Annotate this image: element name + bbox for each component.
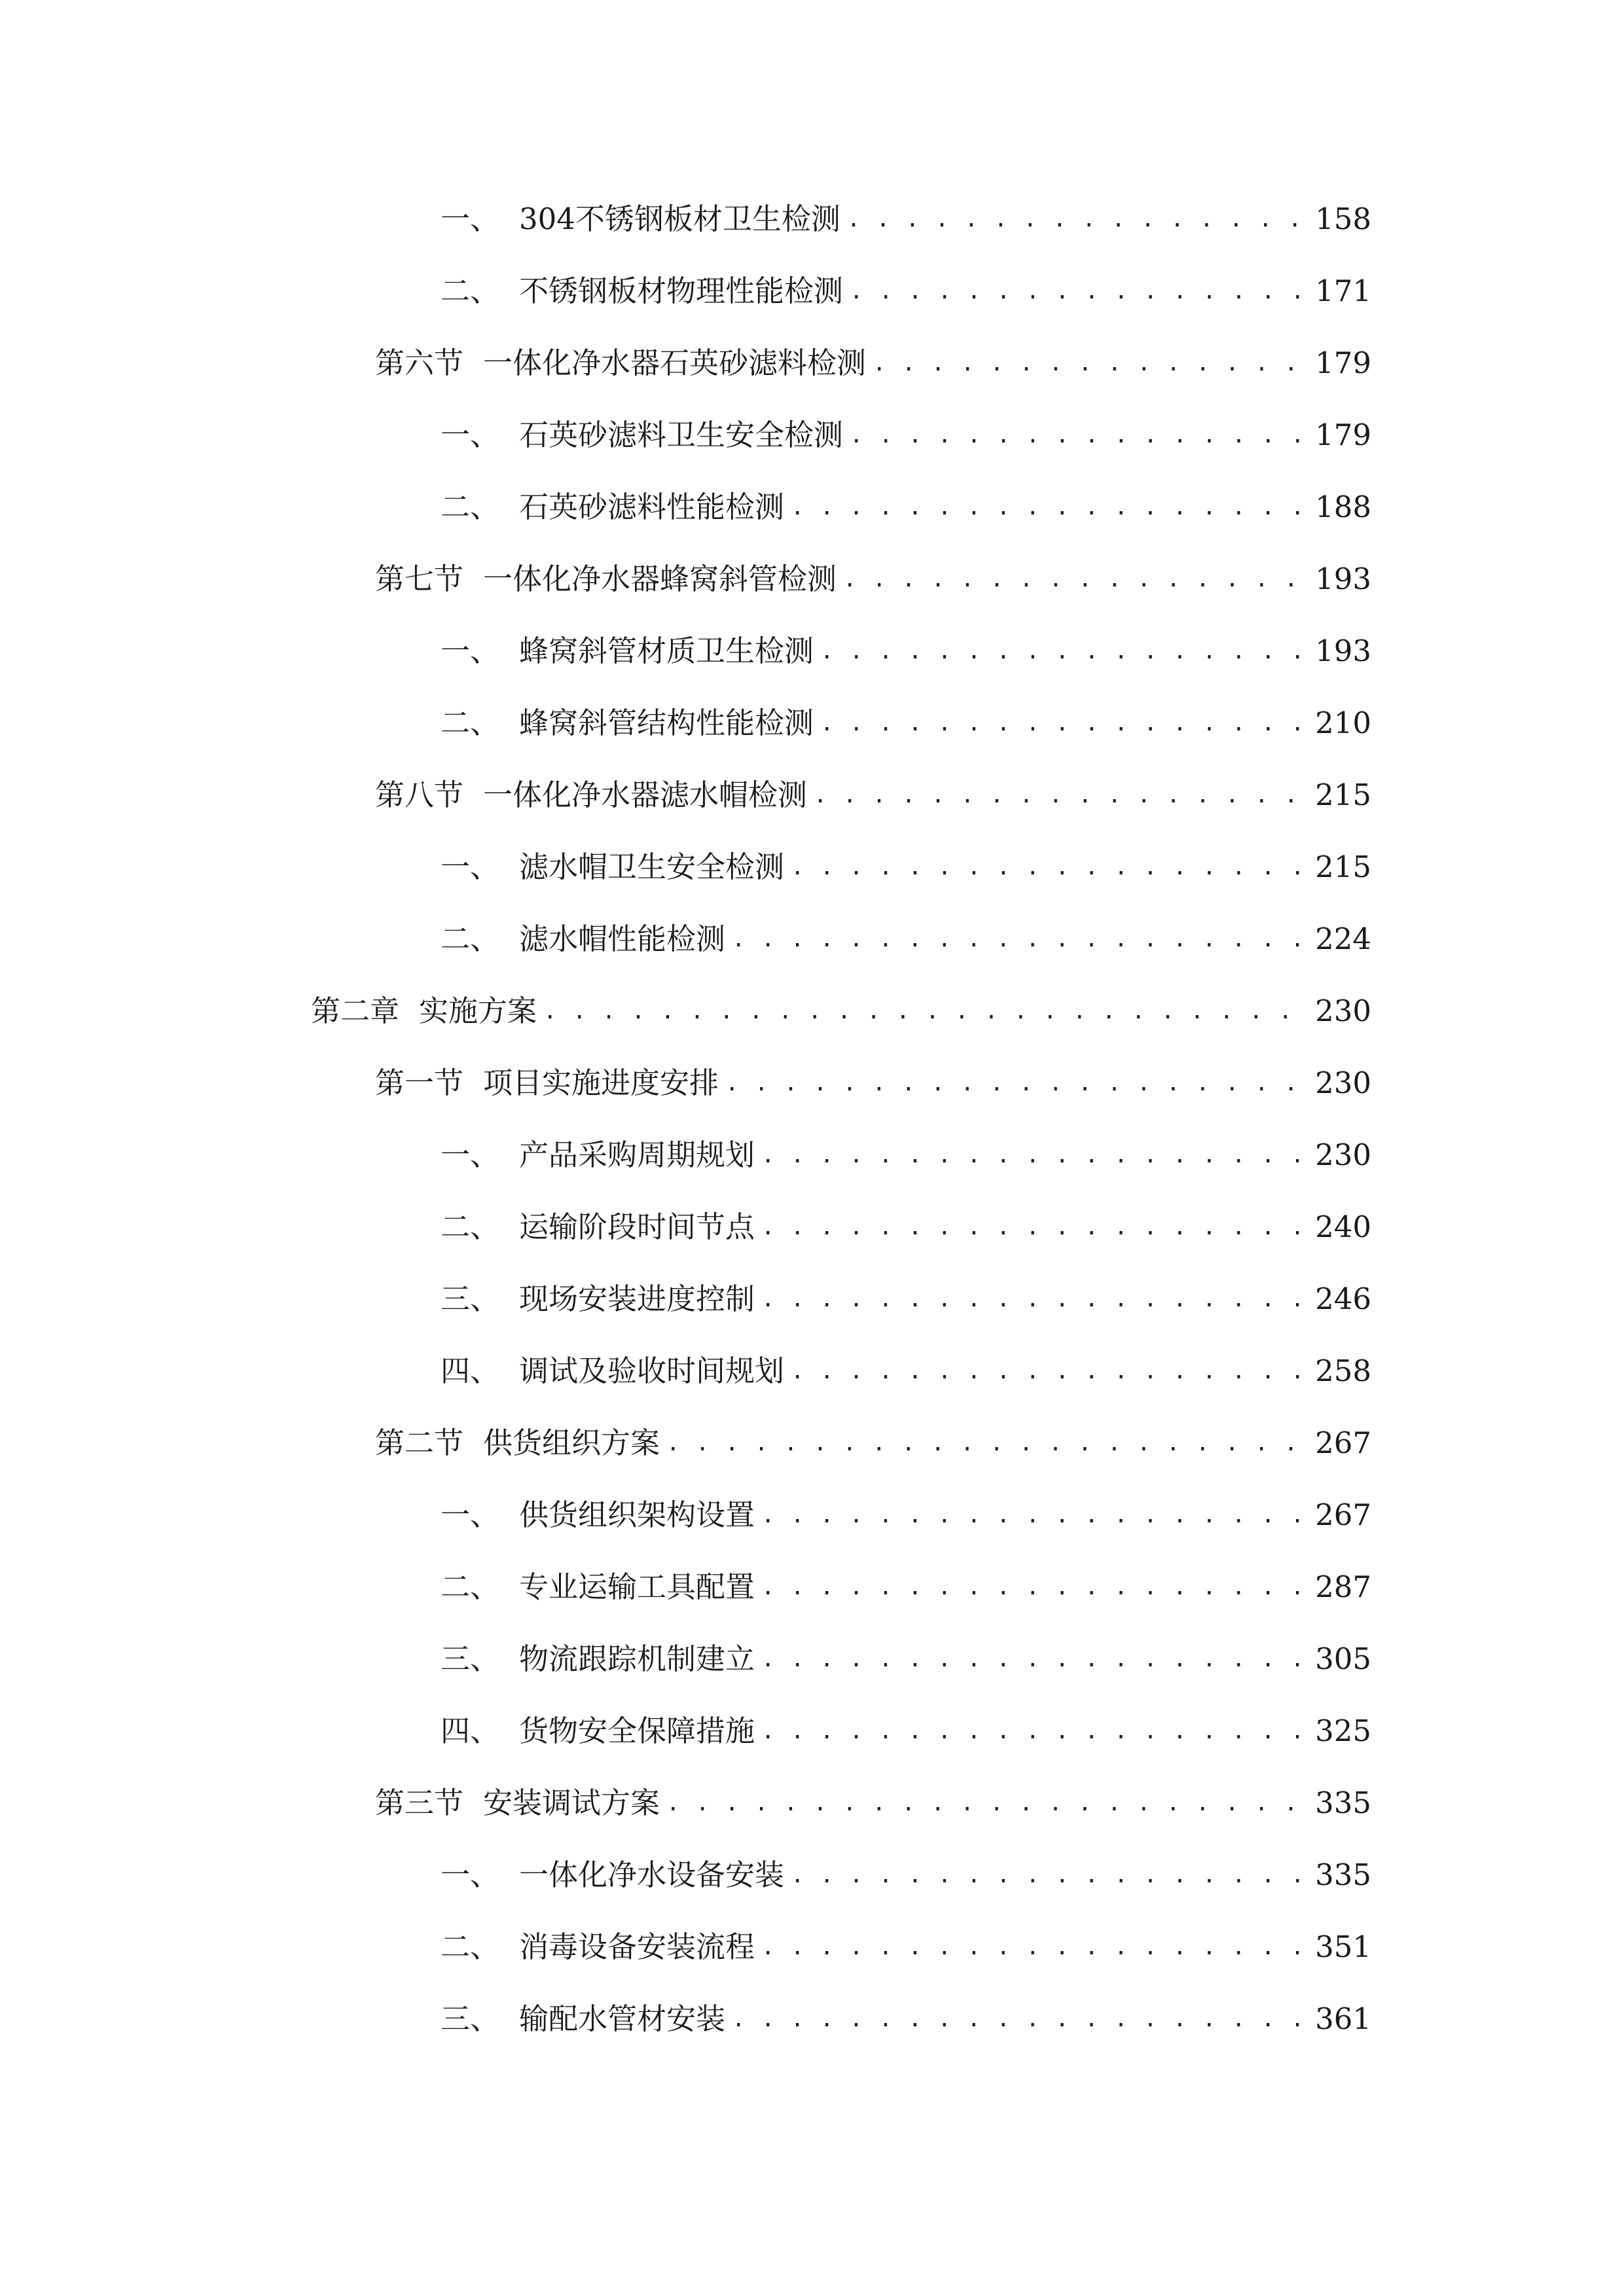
toc-entry-page: 325 [1315,1713,1371,1748]
toc-entry-page: 267 [1315,1426,1371,1460]
toc-entry-number: 二、 [441,1210,500,1244]
toc-entry[interactable] [441,193,1371,245]
toc-entry-page: 193 [1315,562,1371,596]
toc-entry-title: 供货组织架构设置 [519,1498,755,1532]
toc-entry-page: 158 [1315,202,1371,236]
toc-entry-page: 258 [1315,1354,1371,1388]
toc-dot-leader [791,1345,1307,1397]
toc-entry-number: 第二章 [311,994,400,1028]
toc-dot-leader [666,1777,1307,1829]
toc-entry[interactable] [375,1057,1371,1109]
toc-entry-number: 第六节 [375,346,464,380]
toc-entry-title: 物流跟踪机制建立 [519,1641,755,1676]
toc-entry[interactable] [441,1993,1371,2045]
toc-entry-title: 石英砂滤料卫生安全检测 [519,418,844,452]
toc-dot-leader [791,1849,1307,1901]
toc-entry-page: 215 [1315,778,1371,812]
toc-entry-number: 一、 [441,850,500,884]
toc-entry-number: 第八节 [375,778,464,812]
toc-dot-leader [761,1561,1307,1613]
toc-entry[interactable] [441,1921,1371,1973]
toc-dot-leader [820,697,1307,749]
toc-entry-page: 193 [1315,634,1371,668]
toc-entry[interactable] [441,409,1371,461]
toc-entry-page: 287 [1315,1570,1371,1604]
toc-entry[interactable] [441,841,1371,893]
toc-entry[interactable] [441,625,1371,677]
toc-entry[interactable] [441,1273,1371,1325]
toc-entry-page: 171 [1315,274,1371,308]
toc-dot-leader [761,1201,1307,1253]
toc-entry-page: 188 [1315,490,1371,524]
toc-entry-title: 石英砂滤料性能检测 [519,490,785,524]
toc-entry-number: 一、 [441,202,500,236]
toc-entry-title: 输配水管材安装 [519,2001,726,2036]
toc-entry-number: 一、 [441,1498,500,1532]
toc-entry-page: 267 [1315,1498,1371,1532]
toc-entry-title: 货物安全保障措施 [519,1713,755,1748]
toc-entry[interactable] [441,1129,1371,1181]
toc-entry-number: 第二节 [375,1426,464,1460]
toc-entry-title: 消毒设备安装流程 [519,1929,755,1964]
toc-entry-title: 实施方案 [419,994,537,1028]
toc-dot-leader [820,625,1307,677]
toc-dot-leader [761,1633,1307,1685]
toc-entry-title: 一体化净水器蜂窝斜管检测 [483,562,837,596]
toc-entry-number: 第一节 [375,1066,464,1100]
toc-entry-title: 专业运输工具配置 [519,1570,755,1604]
toc-entry-number: 第三节 [375,1785,464,1820]
toc-entry[interactable] [441,1489,1371,1541]
toc-entry[interactable] [375,769,1371,821]
toc-entry-page: 230 [1315,1138,1371,1172]
toc-entry[interactable] [441,1561,1371,1613]
toc-entry-number: 四、 [441,1354,500,1388]
toc-entry[interactable] [441,1705,1371,1757]
toc-dot-leader [761,1129,1307,1181]
toc-entry-page: 224 [1315,922,1371,956]
toc-entry-page: 230 [1315,1066,1371,1100]
toc-dot-leader [543,985,1307,1037]
toc-dot-leader [666,1417,1307,1469]
toc-entry-title: 一体化净水设备安装 [519,1857,785,1892]
toc-entry[interactable] [441,1633,1371,1685]
toc-dot-leader [761,1921,1307,1973]
toc-entry-number: 二、 [441,922,500,956]
toc-entry-title: 不锈钢板材物理性能检测 [519,274,844,308]
toc-entry-number: 一、 [441,634,500,668]
toc-entry[interactable] [375,553,1371,605]
toc-dot-leader [850,409,1307,461]
toc-entry-number: 二、 [441,274,500,308]
toc-dot-leader [732,913,1307,965]
toc-entry-title: 安装调试方案 [483,1785,660,1820]
toc-entry-title: 调试及验收时间规划 [519,1354,785,1388]
toc-entry-number: 三、 [441,2001,500,2036]
toc-dot-leader [761,1705,1307,1757]
toc-entry-page: 305 [1315,1641,1371,1676]
toc-entry[interactable] [441,1201,1371,1253]
toc-entry-number: 二、 [441,490,500,524]
toc-dot-leader [761,1273,1307,1325]
toc-entry-title: 运输阶段时间节点 [519,1210,755,1244]
toc-entry-title: 滤水帽性能检测 [519,922,726,956]
toc-entry-number: 二、 [441,706,500,740]
toc-entry[interactable] [441,913,1371,965]
toc-entry-title: 项目实施进度安排 [483,1066,719,1100]
toc-entry-title: 一体化净水器石英砂滤料检测 [483,346,867,380]
toc-entry-number: 一、 [441,1138,500,1172]
toc-entry[interactable] [441,265,1371,317]
toc-entry-title: 一体化净水器滤水帽检测 [483,778,808,812]
toc-entry-title: 滤水帽卫生安全检测 [519,850,785,884]
toc-entry-number: 二、 [441,1929,500,1964]
toc-entry-number: 三、 [441,1282,500,1316]
toc-entry-number: 第七节 [375,562,464,596]
toc-entry-title: 供货组织方案 [483,1426,660,1460]
toc-dot-leader [725,1057,1307,1109]
toc-entry[interactable] [375,337,1371,389]
toc-entry-title: 产品采购周期规划 [519,1138,755,1172]
toc-entry-number: 一、 [441,418,500,452]
toc-entry[interactable] [375,1417,1371,1469]
toc-dot-leader [847,193,1307,245]
toc-entry-title: 304不锈钢板材卫生检测 [519,202,840,236]
toc-entry-title: 蜂窝斜管材质卫生检测 [519,634,814,668]
toc-entry-page: 361 [1315,2001,1371,2036]
toc-entry-number: 一、 [441,1857,500,1892]
toc-entry-number: 四、 [441,1713,500,1748]
toc-dot-leader [791,481,1307,533]
toc-entry-page: 215 [1315,850,1371,884]
toc-entry[interactable] [441,1849,1371,1901]
toc-dot-leader [850,265,1307,317]
toc-entry-page: 179 [1315,418,1371,452]
toc-entry-page: 335 [1315,1785,1371,1820]
toc-entry[interactable] [441,697,1371,749]
toc-entry[interactable] [441,481,1371,533]
toc-entry-title: 现场安装进度控制 [519,1282,755,1316]
toc-dot-leader [873,337,1307,389]
toc-entry-page: 179 [1315,346,1371,380]
toc-entry-page: 351 [1315,1929,1371,1964]
toc-dot-leader [814,769,1307,821]
toc-entry-page: 210 [1315,706,1371,740]
toc-entry-number: 二、 [441,1570,500,1604]
toc-entry-number: 三、 [441,1641,500,1676]
toc-entry-page: 246 [1315,1282,1371,1316]
toc-dot-leader [732,1993,1307,2045]
toc-entry-title: 蜂窝斜管结构性能检测 [519,706,814,740]
toc-entry[interactable] [375,1777,1371,1829]
toc-dot-leader [791,841,1307,893]
toc-entry-page: 230 [1315,994,1371,1028]
toc-entry-page: 335 [1315,1857,1371,1892]
toc-entry-page: 240 [1315,1210,1371,1244]
toc-dot-leader [761,1489,1307,1541]
toc-dot-leader [843,553,1307,605]
toc-entry[interactable] [441,1345,1371,1397]
toc-entry[interactable] [311,985,1371,1037]
